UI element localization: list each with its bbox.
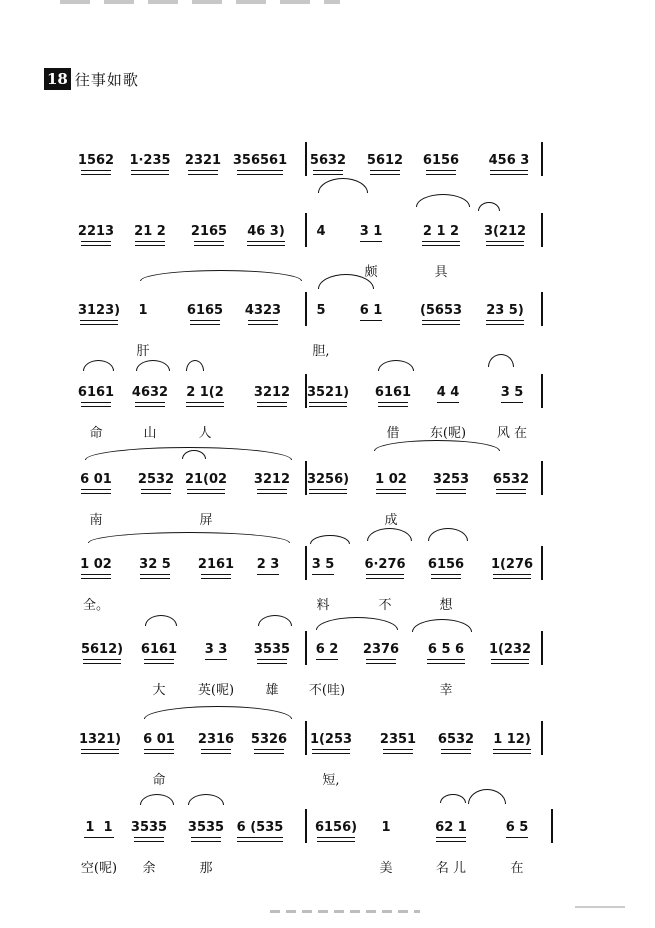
beam-underline: [309, 406, 347, 407]
note-group: 3(212: [483, 224, 527, 239]
beam-underline: [366, 574, 404, 575]
slur-arc: [488, 354, 514, 367]
note-group: 5612: [366, 153, 404, 168]
note-group: 4323: [244, 303, 282, 318]
lyric: 那: [199, 861, 213, 876]
lyric: 大: [152, 683, 166, 698]
note-group: (5653: [419, 303, 463, 318]
beam-underline: [501, 402, 523, 403]
barline-end: [541, 374, 543, 408]
note-group: 3535: [187, 820, 225, 835]
beam-underline: [191, 837, 221, 838]
beam-underline: [309, 402, 347, 403]
note-group: 2321: [184, 153, 222, 168]
beam-underline: [190, 324, 220, 325]
beam-underline: [131, 170, 169, 171]
beam-underline: [81, 174, 111, 175]
note-group: 6 01: [143, 732, 175, 747]
lyric: 短,: [322, 773, 340, 788]
beam-underline: [205, 659, 227, 660]
beam-underline: [317, 841, 355, 842]
beam-underline: [131, 174, 169, 175]
lyric: 全。: [82, 598, 110, 613]
beam-underline: [316, 659, 338, 660]
beam-underline: [194, 241, 224, 242]
beam-underline: [436, 837, 466, 838]
note-group: 3 1: [359, 224, 383, 239]
beam-underline: [237, 837, 283, 838]
barline: [305, 213, 307, 247]
slur-arc: [412, 619, 472, 632]
beam-underline: [312, 753, 350, 754]
note-group: 3256): [306, 472, 350, 487]
beam-underline: [135, 402, 165, 403]
beam-underline: [317, 837, 355, 838]
slur-arc: [416, 194, 470, 207]
beam-underline: [81, 578, 111, 579]
beam-underline: [436, 489, 466, 490]
note-group: 3253: [432, 472, 470, 487]
slur-arc: [378, 360, 414, 371]
beam-underline: [141, 489, 171, 490]
note-group: 3 3: [204, 642, 228, 657]
lyric: 胆,: [312, 344, 330, 359]
beam-underline: [493, 749, 531, 750]
beam-underline: [370, 174, 400, 175]
lyric: 不: [378, 598, 392, 613]
barline-end: [541, 461, 543, 495]
beam-underline: [187, 493, 225, 494]
slur-arc: [478, 202, 500, 211]
beam-underline: [493, 753, 531, 754]
slur-arc: [318, 178, 368, 193]
lyric: 南: [89, 513, 103, 528]
lyric: 雄: [265, 683, 279, 698]
slur-arc: [144, 706, 292, 719]
note-group: 5: [316, 303, 326, 318]
barline-end: [551, 809, 553, 843]
slur-arc: [374, 440, 500, 451]
scan-artifact-bottom-right: [575, 906, 625, 908]
lyric: 借: [386, 426, 400, 441]
lyric: 英(呢): [197, 683, 235, 698]
barline: [305, 809, 307, 843]
beam-underline: [81, 749, 119, 750]
beam-underline: [81, 170, 111, 171]
lyric: 肝: [136, 344, 150, 359]
lyric: 颇: [364, 265, 378, 280]
lyric: 人: [198, 426, 212, 441]
note-group: 6161: [77, 385, 115, 400]
beam-underline: [486, 324, 524, 325]
beam-underline: [144, 749, 174, 750]
note-group: 46 3): [247, 224, 285, 239]
note-group: 1(276: [490, 557, 534, 572]
beam-underline: [81, 493, 111, 494]
barline-end: [541, 292, 543, 326]
note-group: 5632: [309, 153, 347, 168]
beam-underline: [237, 174, 283, 175]
beam-underline: [257, 659, 287, 660]
beam-underline: [190, 320, 220, 321]
beam-underline: [360, 320, 382, 321]
note-group: 3123): [77, 303, 121, 318]
page-number: 18: [44, 68, 71, 90]
beam-underline: [140, 574, 170, 575]
beam-underline: [144, 753, 174, 754]
beam-underline: [370, 170, 400, 171]
beam-underline: [144, 659, 174, 660]
barline-end: [541, 142, 543, 176]
barline-end: [541, 631, 543, 665]
beam-underline: [376, 489, 406, 490]
beam-underline: [491, 663, 529, 664]
note-group: 1(253: [309, 732, 353, 747]
note-group: 21(02: [184, 472, 228, 487]
beam-underline: [81, 406, 111, 407]
note-group: 6 5: [505, 820, 529, 835]
note-group: 6156): [314, 820, 358, 835]
beam-underline: [81, 402, 111, 403]
note-group: 5612): [80, 642, 124, 657]
barline: [305, 142, 307, 176]
beam-underline: [187, 489, 225, 490]
lyric: 美: [379, 861, 393, 876]
beam-underline: [135, 245, 165, 246]
lyric: 想: [439, 598, 453, 613]
beam-underline: [201, 574, 231, 575]
lyric: 成: [384, 513, 398, 528]
slur-arc: [428, 528, 468, 541]
lyric: 料: [316, 598, 330, 613]
slur-arc: [88, 532, 290, 543]
beam-underline: [309, 489, 347, 490]
beam-underline: [257, 574, 279, 575]
beam-underline: [201, 749, 231, 750]
note-group: 4: [316, 224, 326, 239]
slur-arc: [468, 789, 506, 804]
beam-underline: [366, 659, 396, 660]
note-group: 1: [138, 303, 148, 318]
beam-underline: [378, 406, 408, 407]
note-group: 6532: [492, 472, 530, 487]
lyric: 屏: [199, 513, 213, 528]
note-group: 2161: [197, 557, 235, 572]
note-group: 1 12): [493, 732, 531, 747]
note-group: 6 (535: [236, 820, 284, 835]
slur-arc: [440, 794, 466, 803]
note-group: 2376: [362, 642, 400, 657]
beam-underline: [426, 174, 456, 175]
beam-underline: [257, 406, 287, 407]
beam-underline: [141, 493, 171, 494]
beam-underline: [383, 749, 413, 750]
note-group: 1 02: [375, 472, 407, 487]
beam-underline: [436, 841, 466, 842]
beam-underline: [491, 659, 529, 660]
note-group: 5326: [250, 732, 288, 747]
beam-underline: [422, 241, 460, 242]
beam-underline: [257, 663, 287, 664]
beam-underline: [80, 324, 118, 325]
beam-underline: [422, 320, 460, 321]
note-group: 6161: [374, 385, 412, 400]
note-group: 3 5: [311, 557, 335, 572]
note-group: 2 1 2: [422, 224, 460, 239]
note-group: 6 5 6: [427, 642, 465, 657]
beam-underline: [254, 753, 284, 754]
beam-underline: [426, 170, 456, 171]
beam-underline: [422, 245, 460, 246]
barline: [305, 631, 307, 665]
beam-underline: [441, 749, 471, 750]
note-group: 3 5: [500, 385, 524, 400]
beam-underline: [81, 753, 119, 754]
beam-underline: [496, 489, 526, 490]
beam-underline: [431, 578, 461, 579]
note-group: 1: [381, 820, 391, 835]
note-group: 4 4: [436, 385, 460, 400]
slur-arc: [188, 794, 224, 805]
beam-underline: [496, 493, 526, 494]
beam-underline: [493, 578, 531, 579]
note-group: 6161: [140, 642, 178, 657]
slur-arc: [310, 535, 350, 544]
note-group: 1 02: [80, 557, 112, 572]
note-group: 6 2: [315, 642, 339, 657]
beam-underline: [383, 753, 413, 754]
beam-underline: [247, 245, 285, 246]
slur-arc: [186, 360, 204, 371]
slur-arc: [316, 617, 398, 630]
barline-end: [541, 721, 543, 755]
note-group: 6165: [186, 303, 224, 318]
beam-underline: [437, 402, 459, 403]
note-group: 2316: [197, 732, 235, 747]
note-group: 1562: [77, 153, 115, 168]
note-group: 456 3: [488, 153, 530, 168]
beam-underline: [83, 659, 121, 660]
note-group: 1(232: [488, 642, 532, 657]
beam-underline: [486, 320, 524, 321]
beam-underline: [81, 489, 111, 490]
lyric: 不(哇): [308, 683, 346, 698]
beam-underline: [313, 170, 343, 171]
note-group: 23 5): [486, 303, 524, 318]
beam-underline: [81, 245, 111, 246]
beam-underline: [186, 402, 224, 403]
note-group: 3212: [253, 385, 291, 400]
beam-underline: [493, 574, 531, 575]
barline: [305, 546, 307, 580]
barline-end: [541, 213, 543, 247]
note-group: 6 01: [80, 472, 112, 487]
note-group: 2213: [77, 224, 115, 239]
beam-underline: [80, 320, 118, 321]
beam-underline: [237, 170, 283, 171]
lyric: 幸: [439, 683, 453, 698]
note-group: 6156: [427, 557, 465, 572]
beam-underline: [376, 493, 406, 494]
beam-underline: [144, 663, 174, 664]
lyric: 命: [152, 773, 166, 788]
beam-underline: [83, 663, 121, 664]
lyric: 空(呢): [80, 861, 118, 876]
note-group: 3535: [253, 642, 291, 657]
beam-underline: [257, 493, 287, 494]
beam-underline: [309, 493, 347, 494]
note-group: 1321): [78, 732, 122, 747]
lyric: 命: [89, 426, 103, 441]
beam-underline: [248, 324, 278, 325]
barline: [305, 721, 307, 755]
beam-underline: [140, 578, 170, 579]
note-group: 2532: [137, 472, 175, 487]
note-group: 2165: [190, 224, 228, 239]
lyric: 风 在: [496, 426, 528, 441]
slur-arc: [258, 615, 292, 626]
slur-arc: [136, 360, 170, 371]
beam-underline: [378, 402, 408, 403]
beam-underline: [486, 241, 524, 242]
beam-underline: [188, 174, 218, 175]
lyric: 东(呢): [429, 426, 467, 441]
beam-underline: [312, 749, 350, 750]
lyric: 山: [143, 426, 157, 441]
note-group: 32 5: [139, 557, 171, 572]
beam-underline: [486, 245, 524, 246]
note-group: 6156: [422, 153, 460, 168]
slur-arc: [140, 270, 302, 281]
beam-underline: [186, 406, 224, 407]
beam-underline: [81, 241, 111, 242]
slur-arc: [145, 615, 177, 626]
note-group: 3521): [306, 385, 350, 400]
beam-underline: [366, 578, 404, 579]
lyric: 余: [142, 861, 156, 876]
beam-underline: [135, 241, 165, 242]
note-group: 2 1(2: [186, 385, 224, 400]
note-group: 4632: [131, 385, 169, 400]
beam-underline: [84, 837, 114, 838]
note-group: 2 3: [256, 557, 280, 572]
note-group: 21 2: [134, 224, 166, 239]
note-group: 3535: [130, 820, 168, 835]
note-group: 6532: [437, 732, 475, 747]
page-title: 往事如歌: [74, 70, 139, 89]
beam-underline: [247, 241, 285, 242]
beam-underline: [366, 663, 396, 664]
beam-underline: [135, 406, 165, 407]
beam-underline: [312, 574, 334, 575]
lyric: 名 儿: [435, 861, 467, 876]
slur-arc: [83, 360, 114, 371]
scan-artifact-bottom: [270, 910, 420, 913]
beam-underline: [506, 837, 528, 838]
beam-underline: [431, 574, 461, 575]
beam-underline: [201, 578, 231, 579]
lyric: 在: [510, 861, 524, 876]
beam-underline: [360, 241, 382, 242]
beam-underline: [134, 841, 164, 842]
note-group: 1·235: [129, 153, 171, 168]
beam-underline: [134, 837, 164, 838]
beam-underline: [201, 753, 231, 754]
beam-underline: [248, 320, 278, 321]
slur-arc: [367, 528, 412, 541]
beam-underline: [257, 402, 287, 403]
beam-underline: [441, 753, 471, 754]
beam-underline: [237, 841, 283, 842]
note-group: 6 1: [359, 303, 383, 318]
note-group: 1 1: [85, 820, 113, 835]
note-group: 3212: [253, 472, 291, 487]
beam-underline: [436, 493, 466, 494]
beam-underline: [194, 245, 224, 246]
beam-underline: [313, 174, 343, 175]
note-group: 62 1: [435, 820, 467, 835]
beam-underline: [188, 170, 218, 171]
beam-underline: [257, 489, 287, 490]
note-group: 356561: [232, 153, 288, 168]
beam-underline: [427, 663, 465, 664]
beam-underline: [490, 170, 528, 171]
beam-underline: [254, 749, 284, 750]
beam-underline: [427, 659, 465, 660]
note-group: 2351: [379, 732, 417, 747]
barline: [305, 292, 307, 326]
lyric: 具: [434, 265, 448, 280]
beam-underline: [191, 841, 221, 842]
beam-underline: [422, 324, 460, 325]
note-group: 6·276: [364, 557, 406, 572]
barline-end: [541, 546, 543, 580]
beam-underline: [81, 574, 111, 575]
slur-arc: [140, 794, 174, 805]
beam-underline: [490, 174, 528, 175]
